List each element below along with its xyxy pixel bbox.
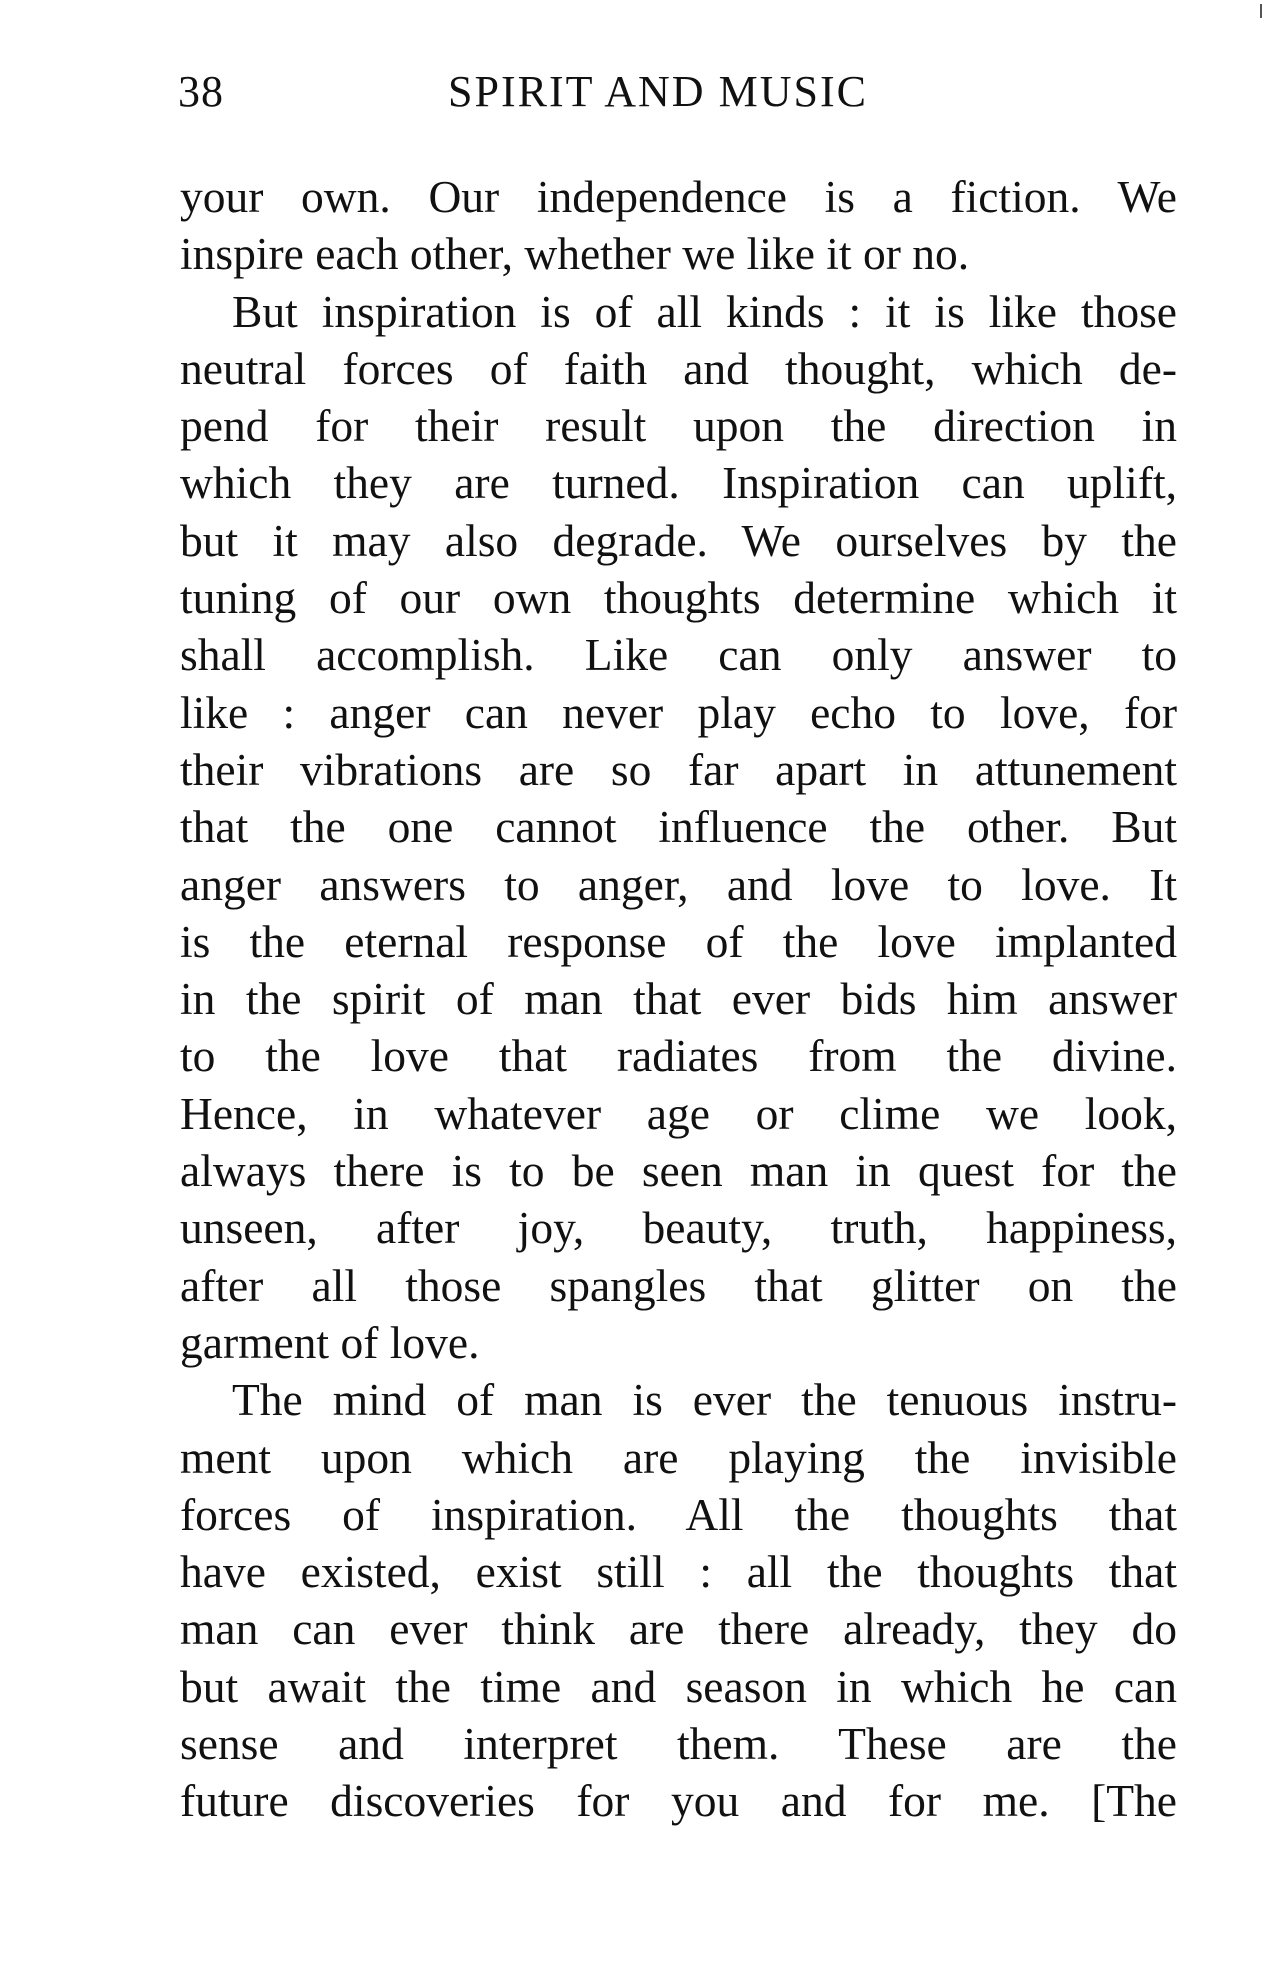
text-line: but it may also degrade. We ourselves by the	[180, 514, 1177, 566]
text-line: in the spirit of man that ever bids him answer	[180, 973, 1177, 1025]
text-line: anger answers to anger, and love to love. It	[180, 858, 1177, 910]
text-line: inspire each other, whether we like it or no.	[180, 228, 970, 280]
running-title: SPIRIT AND MUSIC	[448, 67, 868, 116]
text-line: unseen, after joy, beauty, truth, happiness,	[180, 1202, 1177, 1254]
paragraph-first-line: But inspiration is of all kinds : it is like those	[232, 285, 1177, 337]
running-head	[178, 62, 1178, 122]
text-line: sense and interpret them. These are the	[180, 1718, 1177, 1770]
text-line: future discoveries for you and for me. [The	[180, 1775, 1177, 1827]
text-line: ment upon which are playing the invisible	[180, 1431, 1177, 1483]
page-number: 38	[178, 67, 224, 116]
text-line: that the one cannot influence the other. But	[180, 801, 1177, 853]
text-line: man can ever think are there already, they do	[180, 1603, 1177, 1655]
text-line: like : anger can never play echo to love, for	[180, 686, 1177, 738]
text-line: neutral forces of faith and thought, which de-	[180, 342, 1177, 394]
text-line: always there is to be seen man in quest for the	[180, 1145, 1177, 1197]
text-line: your own. Our independence is a fiction. We	[180, 171, 1177, 222]
text-line: tuning of our own thoughts determine which it	[180, 572, 1177, 624]
text-line: have existed, exist still : all the thoughts that	[180, 1546, 1177, 1598]
text-line: to the love that radiates from the divine.	[180, 1030, 1177, 1082]
text-line: pend for their result upon the direction in	[180, 400, 1177, 452]
scan-edge-mark	[1260, 4, 1262, 18]
text-line: their vibrations are so far apart in attunement	[180, 743, 1177, 795]
text-line: forces of inspiration. All the thoughts that	[180, 1488, 1177, 1540]
text-line: after all those spangles that glitter on the	[180, 1259, 1177, 1311]
paragraph-first-line: The mind of man is ever the tenuous instru-	[232, 1374, 1177, 1426]
text-line: shall accomplish. Like can only answer to	[180, 629, 1177, 681]
text-line: Hence, in whatever age or clime we look,	[180, 1087, 1177, 1139]
text-line: garment of love.	[180, 1316, 480, 1368]
text-line: but await the time and season in which he can	[180, 1660, 1177, 1712]
body-text	[180, 168, 1177, 1830]
text-line: is the eternal response of the love implanted	[180, 915, 1177, 967]
text-line: which they are turned. Inspiration can uplift,	[180, 457, 1177, 509]
